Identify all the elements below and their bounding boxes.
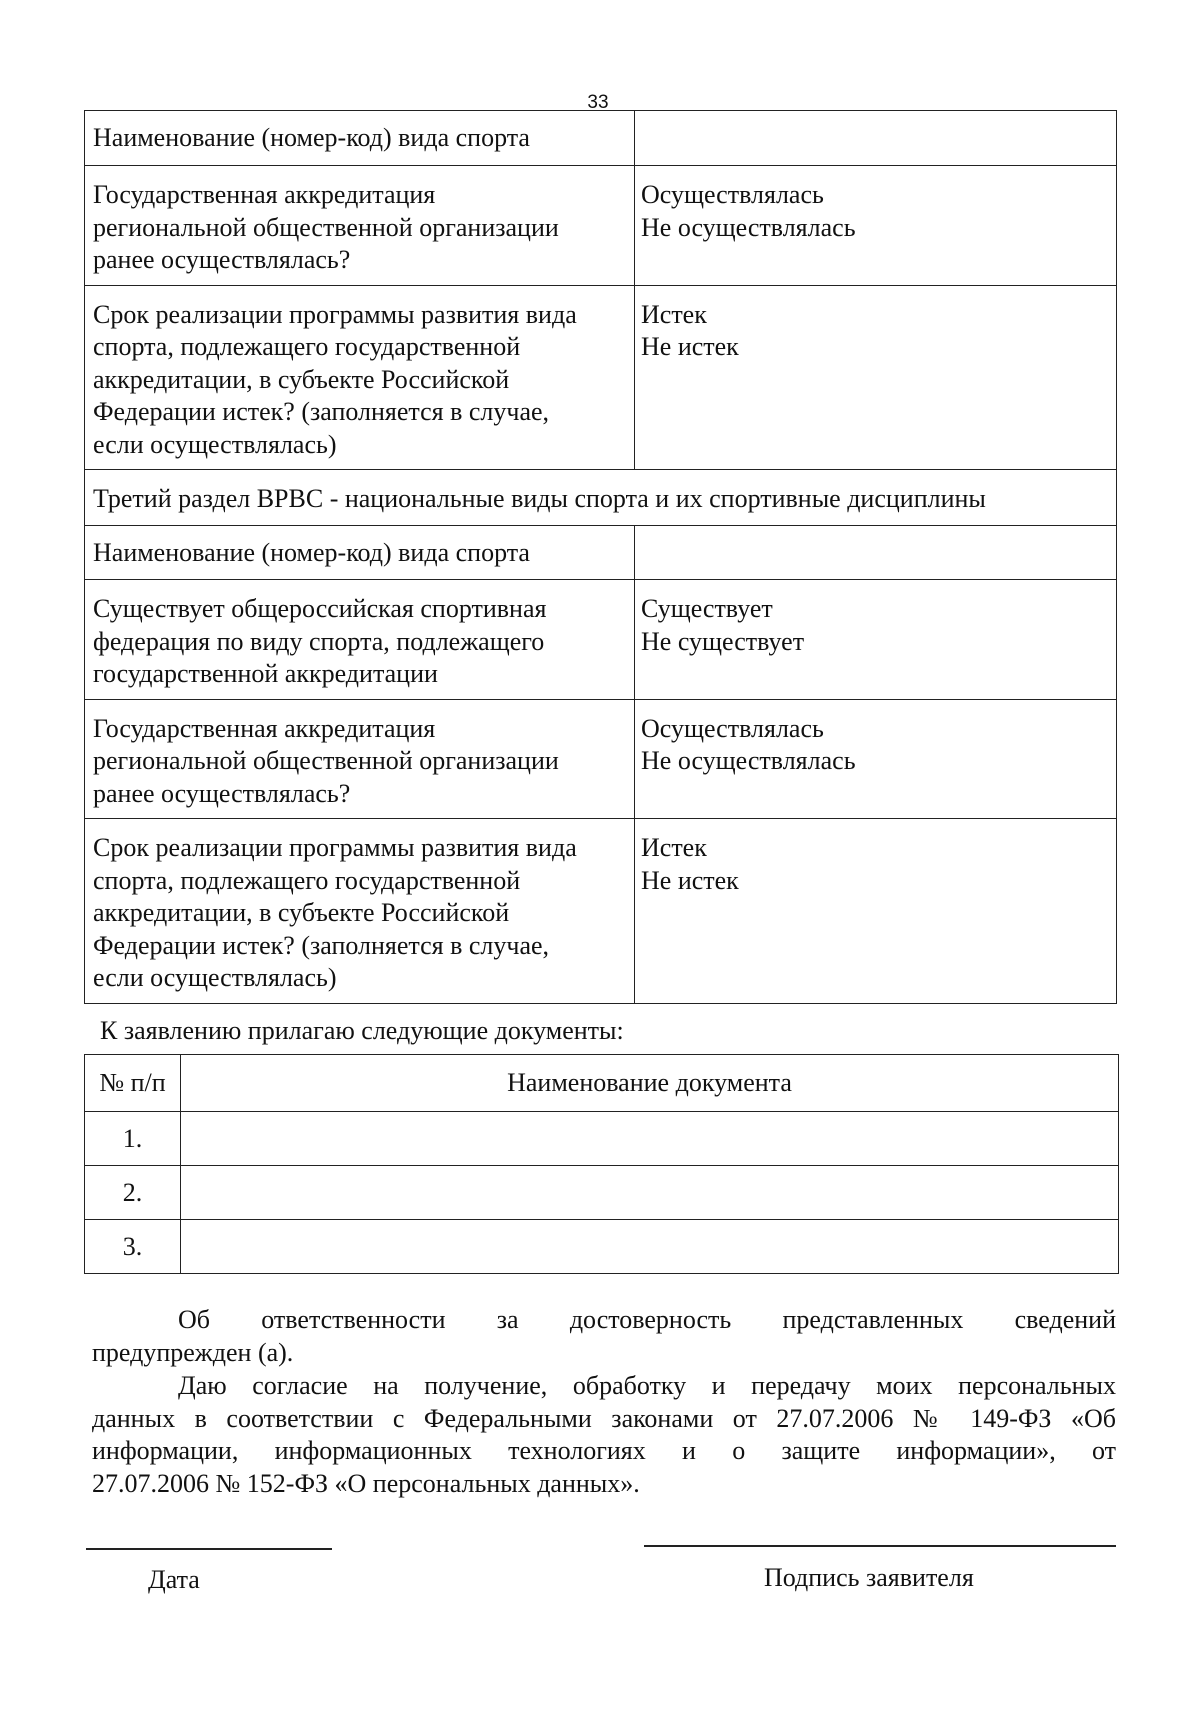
option-text[interactable]: Не осуществлялась (641, 212, 856, 242)
row-number: 2. (85, 1166, 181, 1220)
label-line: Наименование (номер-код) вида спорта (93, 538, 530, 567)
table-row (85, 1166, 1119, 1220)
table-row (85, 285, 1117, 470)
paragraph-line: информации, информационных технологиях и о защите информации», от (92, 1436, 1116, 1465)
table-row (85, 526, 1117, 580)
table-row (85, 699, 1117, 819)
option-text[interactable]: Истек (641, 299, 707, 329)
field-label-accreditation (85, 699, 635, 819)
field-options-accreditation (635, 166, 1117, 286)
document-name-cell[interactable] (181, 1220, 1119, 1274)
field-label-program-term (85, 285, 635, 470)
page-number: 33 (587, 92, 609, 113)
table-row (85, 819, 1117, 1004)
table-row (85, 580, 1117, 700)
label-line: ранее осуществлялась? (93, 245, 351, 274)
label-line: спорта, подлежащего государственной (93, 865, 521, 895)
label-line: региональной общественной организации (93, 746, 559, 775)
label-line: Срок реализации программы развития вида (93, 299, 577, 329)
option-text[interactable]: Осуществлялась (641, 180, 824, 209)
column-header-document-name: Наименование документа (181, 1055, 1119, 1112)
label-line: аккредитации, в субъекте Российской (93, 364, 510, 394)
field-label-sport-name (85, 526, 635, 580)
field-label-sport-name (85, 111, 635, 166)
label-line: ранее осуществлялась? (93, 778, 351, 808)
section-heading-text: Третий раздел ВРВС - национальные виды спорта и их спортивные дисциплины (93, 484, 986, 513)
label-line: региональной общественной организации (93, 212, 559, 242)
paragraph-line: данных в соответствии с Федеральными законами от 27.07.2006 № 149-ФЗ «Об (92, 1403, 1116, 1433)
label-line: Государственная аккредитация (93, 180, 436, 209)
label-line: если осуществлялась) (93, 963, 337, 992)
table-header-row (85, 1055, 1119, 1112)
field-options-program-term (635, 285, 1117, 470)
table-row (85, 1220, 1119, 1274)
field-value-sport-name[interactable] (635, 111, 1117, 166)
label-line: Наименование (номер-код) вида спорта (93, 123, 530, 152)
field-options-program-term (635, 819, 1117, 1004)
signature-label: Подпись заявителя (764, 1563, 974, 1592)
label-line: Срок реализации программы развития вида (93, 833, 577, 862)
option-text[interactable]: Не истек (641, 865, 739, 895)
paragraph-line: Об ответственности за достоверность представленных сведений (178, 1305, 1116, 1334)
section-heading (85, 470, 1117, 526)
field-label-program-term (85, 819, 635, 1004)
field-options-accreditation (635, 699, 1117, 819)
paragraph-line: 27.07.2006 № 152-ФЗ «О персональных данных». (92, 1468, 640, 1498)
option-text[interactable]: Существует (641, 594, 773, 623)
field-options-federation (635, 580, 1117, 700)
document-name-cell[interactable] (181, 1112, 1119, 1166)
consent-statement (92, 1370, 1116, 1500)
field-label-accreditation (85, 166, 635, 286)
label-line: Федерации истек? (заполняется в случае, (93, 930, 550, 960)
label-line: Существует общероссийская спортивная (93, 594, 547, 623)
paragraph-line: Даю согласие на получение, обработку и передачу моих персональных (178, 1371, 1116, 1400)
field-label-federation (85, 580, 635, 700)
documents-intro: К заявлению прилагаю следующие документы: (100, 1016, 624, 1045)
column-header-number: № п/п (85, 1055, 181, 1112)
field-value-sport-name[interactable] (635, 526, 1117, 580)
responsibility-statement (92, 1304, 1116, 1369)
date-line[interactable] (86, 1548, 332, 1550)
label-line: Федерации истек? (заполняется в случае, (93, 397, 550, 426)
section-heading-row (85, 470, 1117, 526)
table-row (85, 166, 1117, 286)
documents-table (84, 1054, 1119, 1274)
table-row (85, 1112, 1119, 1166)
label-line: федерация по виду спорта, подлежащего (93, 626, 545, 656)
document-name-cell[interactable] (181, 1166, 1119, 1220)
row-number: 3. (85, 1220, 181, 1274)
label-line: если осуществлялась) (93, 429, 337, 459)
row-number: 1. (85, 1112, 181, 1166)
date-label: Дата (148, 1565, 200, 1594)
application-details-table (84, 110, 1117, 1004)
paragraph-line: предупрежден (а). (92, 1337, 294, 1367)
option-text[interactable]: Не истек (641, 332, 739, 361)
signature-line[interactable] (644, 1545, 1116, 1547)
option-text[interactable]: Не осуществлялась (641, 746, 856, 775)
option-text[interactable]: Истек (641, 833, 707, 862)
option-text[interactable]: Не существует (641, 626, 805, 656)
label-line: Государственная аккредитация (93, 713, 436, 743)
label-line: аккредитации, в субъекте Российской (93, 898, 510, 927)
option-text[interactable]: Осуществлялась (641, 713, 824, 743)
label-line: спорта, подлежащего государственной (93, 332, 521, 361)
label-line: государственной аккредитации (93, 659, 438, 688)
table-row (85, 111, 1117, 166)
